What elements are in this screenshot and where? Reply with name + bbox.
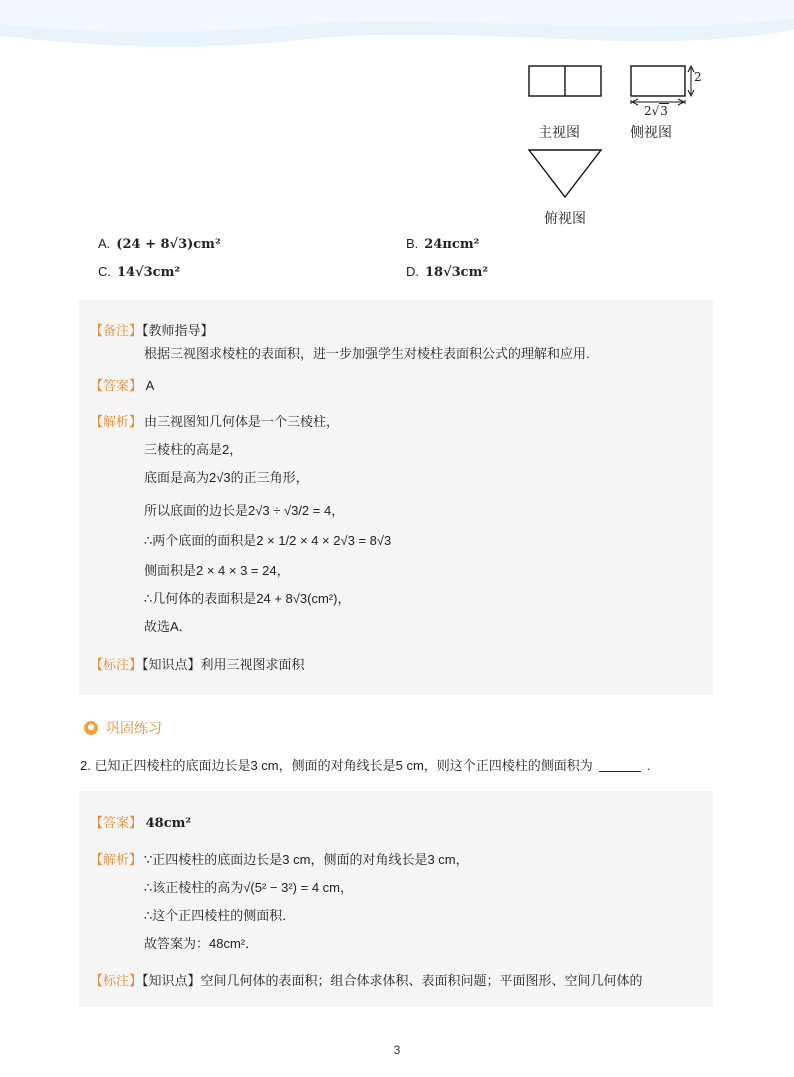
option-a[interactable]: A. (24 + 8√3)cm² <box>98 236 221 252</box>
answer-blank[interactable] <box>599 771 641 772</box>
question-2: 2. 已知正四棱柱的底面边长是3 cm，侧面的对角线长是5 cm，则这个正四棱柱的侧面积为 . <box>80 758 651 773</box>
option-b[interactable]: B. 24πcm² <box>406 236 480 252</box>
note-text: 根据三视图求棱柱的表面积，进一步加强学生对棱柱表面积公式的理解和应用. <box>144 346 590 361</box>
analysis-line: 所以底面的边长是2√3 ÷ √3/2 = 4， <box>144 503 345 518</box>
option-d[interactable]: D. 18√3cm² <box>406 264 489 280</box>
label-row-2: 【标注】【知识点】空间几何体的表面积；组合体求体积、表面积问题；平面图形、空间几何体的 <box>90 973 643 988</box>
analysis-tag-1: 【解析】 <box>90 414 143 429</box>
analysis-line: ∴该正棱柱的高为√(5² − 3²) = 4 cm， <box>144 880 353 895</box>
analysis-line: ∴几何体的表面积是24 + 8√3(cm²)， <box>144 591 351 606</box>
answer-row-2: 【答案】 48cm² <box>90 815 192 831</box>
analysis-line: 侧面积是2 × 4 × 3 = 24， <box>144 563 290 578</box>
page-number: 3 <box>393 1043 401 1057</box>
front-view <box>529 66 601 96</box>
analysis-line: 故选A． <box>144 619 192 634</box>
analysis-line: 底面是高为2√3的正三角形， <box>144 470 309 485</box>
analysis-line: 故答案为：48cm²． <box>144 936 259 951</box>
analysis-line: 由三视图知几何体是一个三棱柱， <box>144 414 340 429</box>
answer-row-1: 【答案】 A <box>90 378 155 393</box>
lightbulb-icon <box>84 721 98 735</box>
note-row: 【备注】【教师指导】 <box>90 323 214 338</box>
dim-width-label: 2√3 <box>644 104 668 118</box>
side-view-caption: 侧视图 <box>630 124 672 140</box>
top-view <box>529 150 601 197</box>
analysis-tag-2: 【解析】 <box>90 852 143 867</box>
section-title: 巩固练习 <box>106 720 162 736</box>
three-view-figure <box>520 58 720 233</box>
header-wave-decoration <box>0 0 794 60</box>
top-view-caption: 俯视图 <box>544 210 586 226</box>
analysis-line: ∵正四棱柱的底面边长是3 cm，侧面的对角线长是3 cm， <box>144 852 469 867</box>
label-row-1: 【标注】【知识点】利用三视图求面积 <box>90 657 305 672</box>
analysis-line: ∴这个正四棱柱的侧面积． <box>144 908 296 923</box>
side-view <box>631 66 694 105</box>
front-view-caption: 主视图 <box>538 124 580 140</box>
analysis-line: 三棱柱的高是2， <box>144 442 243 457</box>
section-header <box>84 718 162 738</box>
option-c[interactable]: C. 14√3cm² <box>98 264 181 280</box>
analysis-line: ∴两个底面的面积是2 × 1/2 × 4 × 2√3 = 8√3 <box>144 533 392 548</box>
dim-height-label: 2 <box>694 70 702 84</box>
